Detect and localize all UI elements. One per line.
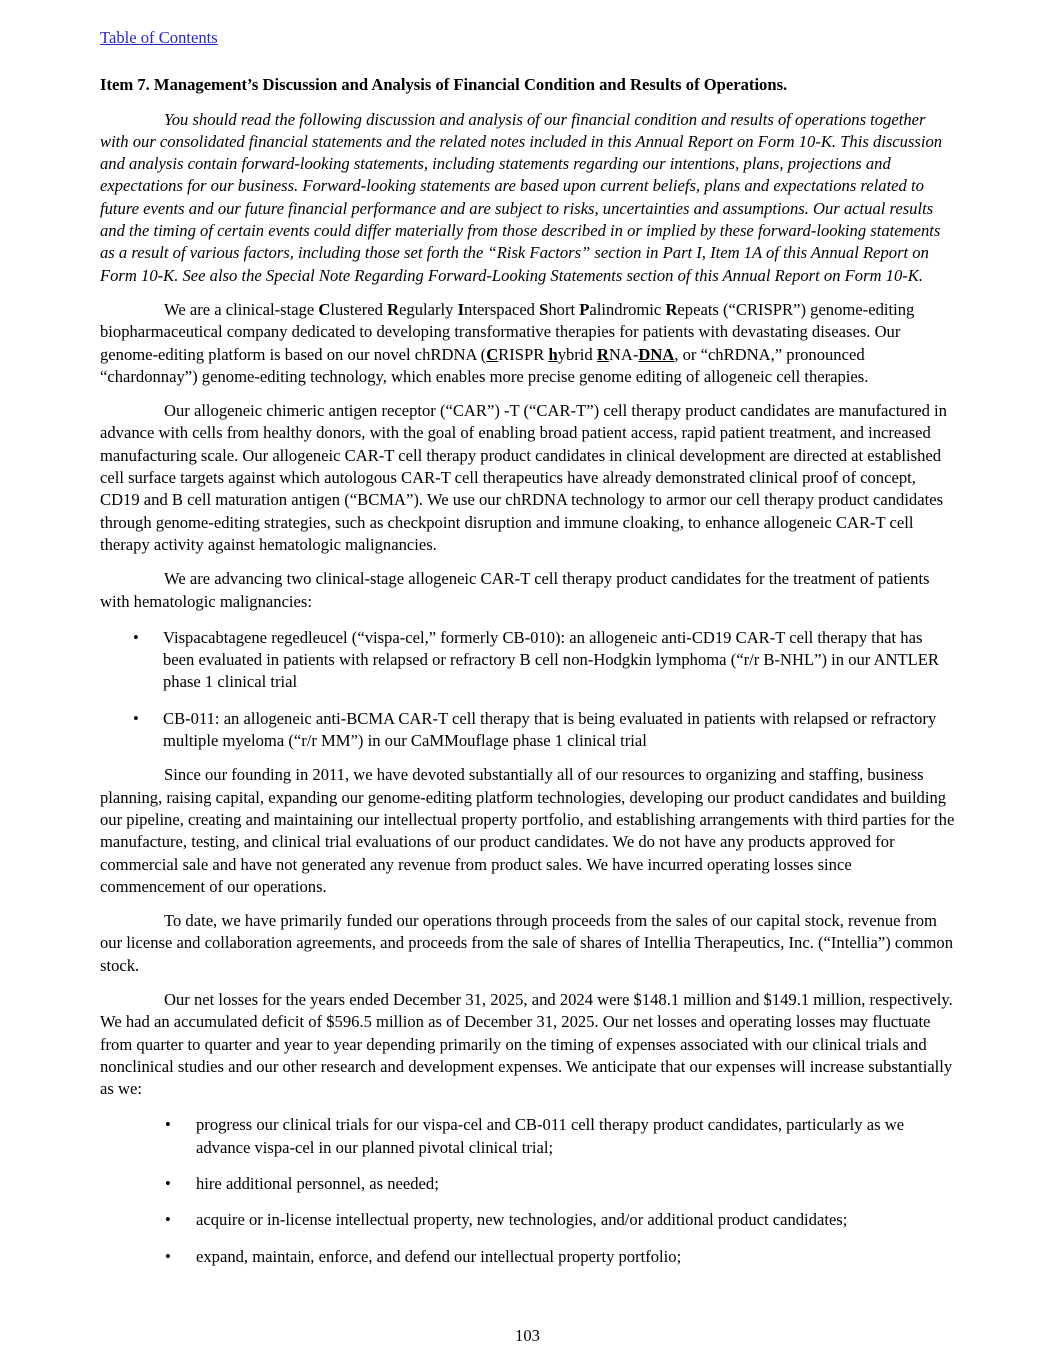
text-segment: C	[318, 299, 331, 319]
text-segment: egularly	[399, 299, 458, 319]
text-segment: R	[665, 299, 678, 319]
founding-paragraph: Since our founding in 2011, we have devoted substantially all of our resources to organizing and staffing, business planning, raising capital, expanding our genome-editing platform technologies, developing our product candidates and building our pipeline, creating and maintaining our intellectual property portfolio, and establishing arrangements with third parties for the manufacture, testing, and clinical trial evaluations of our product candidates. We do not have any products approved for commercial sale and have not generated any revenue from product sales. We have incurred operating losses since commencement of our operations.	[100, 765, 955, 896]
text-segment: I	[457, 299, 465, 319]
bullet-text: acquire or in-license intellectual property, new technologies, and/or additional product candidates;	[196, 1210, 848, 1230]
text-segment: epeats (“CRISPR”) genome-editing biopharmaceutical company dedicated to developing transformative therapies for patients with devastating diseases. Our genome-editing platform is based on our novel chRDNA (	[100, 299, 915, 364]
list-item-expand-ip	[100, 1246, 955, 1268]
text-segment: NA-	[608, 344, 639, 364]
text-segment: We are a clinical-stage	[164, 299, 319, 319]
bullet-marker: •	[133, 627, 139, 647]
text-segment: hort	[548, 299, 580, 319]
candidate-bullet-list	[100, 627, 955, 752]
item7-heading: Item 7. Management’s Discussion and Analysis of Financial Condition and Results of Operations.	[100, 75, 788, 95]
text-segment: S	[539, 299, 549, 319]
text-segment: R	[596, 344, 609, 364]
net-losses-paragraph: Our net losses for the years ended December 31, 2025, and 2024 were $148.1 million and $149.1 million, respectively. We had an accumulated deficit of $596.5 million as of December 31, 2025. Our net losses and operating losses may fluctuate from quarter to quarter and year to year depending primarily on the timing of expenses associated with our clinical trials and nonclinical studies and our other research and development expenses. We anticipate that our expenses will increase substantially as we:	[100, 989, 953, 1099]
bullet-marker: •	[165, 1174, 171, 1194]
crispr-intro-paragraph	[100, 299, 955, 388]
text-segment: R	[387, 299, 400, 319]
page-number: 103	[515, 1325, 540, 1345]
list-item-acquire-ip	[100, 1209, 955, 1231]
text-segment: nterspaced	[464, 299, 540, 319]
text-segment: lustered	[330, 299, 388, 319]
advancing-candidates-paragraph: We are advancing two clinical-stage allogeneic CAR-T cell therapy product candidates for the treatment of patients with hematologic malignancies:	[100, 569, 930, 611]
text-segment: P	[579, 299, 590, 319]
bullet-marker: •	[133, 708, 139, 728]
list-item-vispa-cel	[100, 627, 955, 694]
text-segment: C	[486, 344, 499, 364]
expense-bullet-list	[100, 1114, 955, 1267]
car-t-paragraph: Our allogeneic chimeric antigen receptor (“CAR”) -T (“CAR-T”) cell therapy product candidates are manufactured in advance with cells from healthy donors, with the goal of enabling broad patient access, rapid patient treatment, and increased manufacturing scale. Our allogeneic CAR-T cell therapy product candidates in clinical development are directed at established cell surface targets against which autologous CAR-T cell therapeutics have already demonstrated clinical proof of concept, CD19 and B cell maturation antigen (“BCMA”). We use our chRDNA technology to armor our cell therapy product candidates through genome-editing strategies, such as checkpoint disruption and immune cloaking, to enhance allogeneic CAR-T cell therapy activity against hematologic malignancies.	[100, 401, 947, 554]
list-item-hire-personnel	[100, 1173, 955, 1195]
text-segment: DNA	[638, 344, 675, 364]
text-segment: RISPR	[498, 344, 549, 364]
forward-looking-paragraph: You should read the following discussion and analysis of our financial condition and results of operations together with our consolidated financial statements and the related notes included in this Annual Report on Form 10-K. This discussion and analysis contain forward-looking statements, including statements regarding our intentions, plans, projections and expectations for our business. Forward-looking statements are based upon current beliefs, plans and expectations related to future events and our future financial performance and are subject to risks, uncertainties and assumptions. Our actual results and the timing of certain events could differ materially from those described in or implied by these forward-looking statements as a result of various factors, including those set forth the “Risk Factors” section in Part I, Item 1A of this Annual Report on Form 10-K. See also the Special Note Regarding Forward-Looking Statements section of this Annual Report on Form 10-K.	[100, 109, 943, 285]
bullet-marker: •	[165, 1115, 171, 1135]
bullet-text: Vispacabtagene regedleucel (“vispa-cel,” formerly CB-010): an allogeneic anti-CD19 CAR-T cell therapy that has been evaluated in patients with relapsed or refractory B cell non-Hodgkin lymphoma (“r/r B-NHL”) in our ANTLER phase 1 clinical trial	[163, 627, 939, 692]
funding-paragraph: To date, we have primarily funded our operations through proceeds from the sales of our capital stock, revenue from our license and collaboration agreements, and proceeds from the sale of shares of Intellia Therapeutics, Inc. (“Intellia”) common stock.	[100, 911, 954, 975]
bullet-text: progress our clinical trials for our vispa-cel and CB-011 cell therapy product candidates, particularly as we advance vispa-cel in our planned pivotal clinical trial;	[196, 1115, 905, 1157]
text-segment: , or “chRDNA,” pronounced “chardonnay”) genome-editing technology, which enables more precise genome editing of allogeneic cell therapies.	[100, 344, 869, 386]
list-item-cb-011	[100, 708, 955, 753]
table-of-contents-link[interactable]: Table of Contents	[100, 28, 218, 47]
bullet-text: hire additional personnel, as needed;	[196, 1174, 439, 1194]
text-segment: ybrid	[557, 344, 597, 364]
bullet-marker: •	[165, 1246, 171, 1266]
text-segment: alindromic	[589, 299, 666, 319]
bullet-text: expand, maintain, enforce, and defend our intellectual property portfolio;	[196, 1246, 682, 1266]
text-segment: h	[548, 344, 558, 364]
bullet-marker: •	[165, 1210, 171, 1230]
bullet-text: CB-011: an allogeneic anti-BCMA CAR-T cell therapy that is being evaluated in patients with relapsed or refractory multiple myeloma (“r/r MM”) in our CaMMouflage phase 1 clinical trial	[163, 708, 937, 751]
list-item-progress-trials	[100, 1114, 955, 1159]
